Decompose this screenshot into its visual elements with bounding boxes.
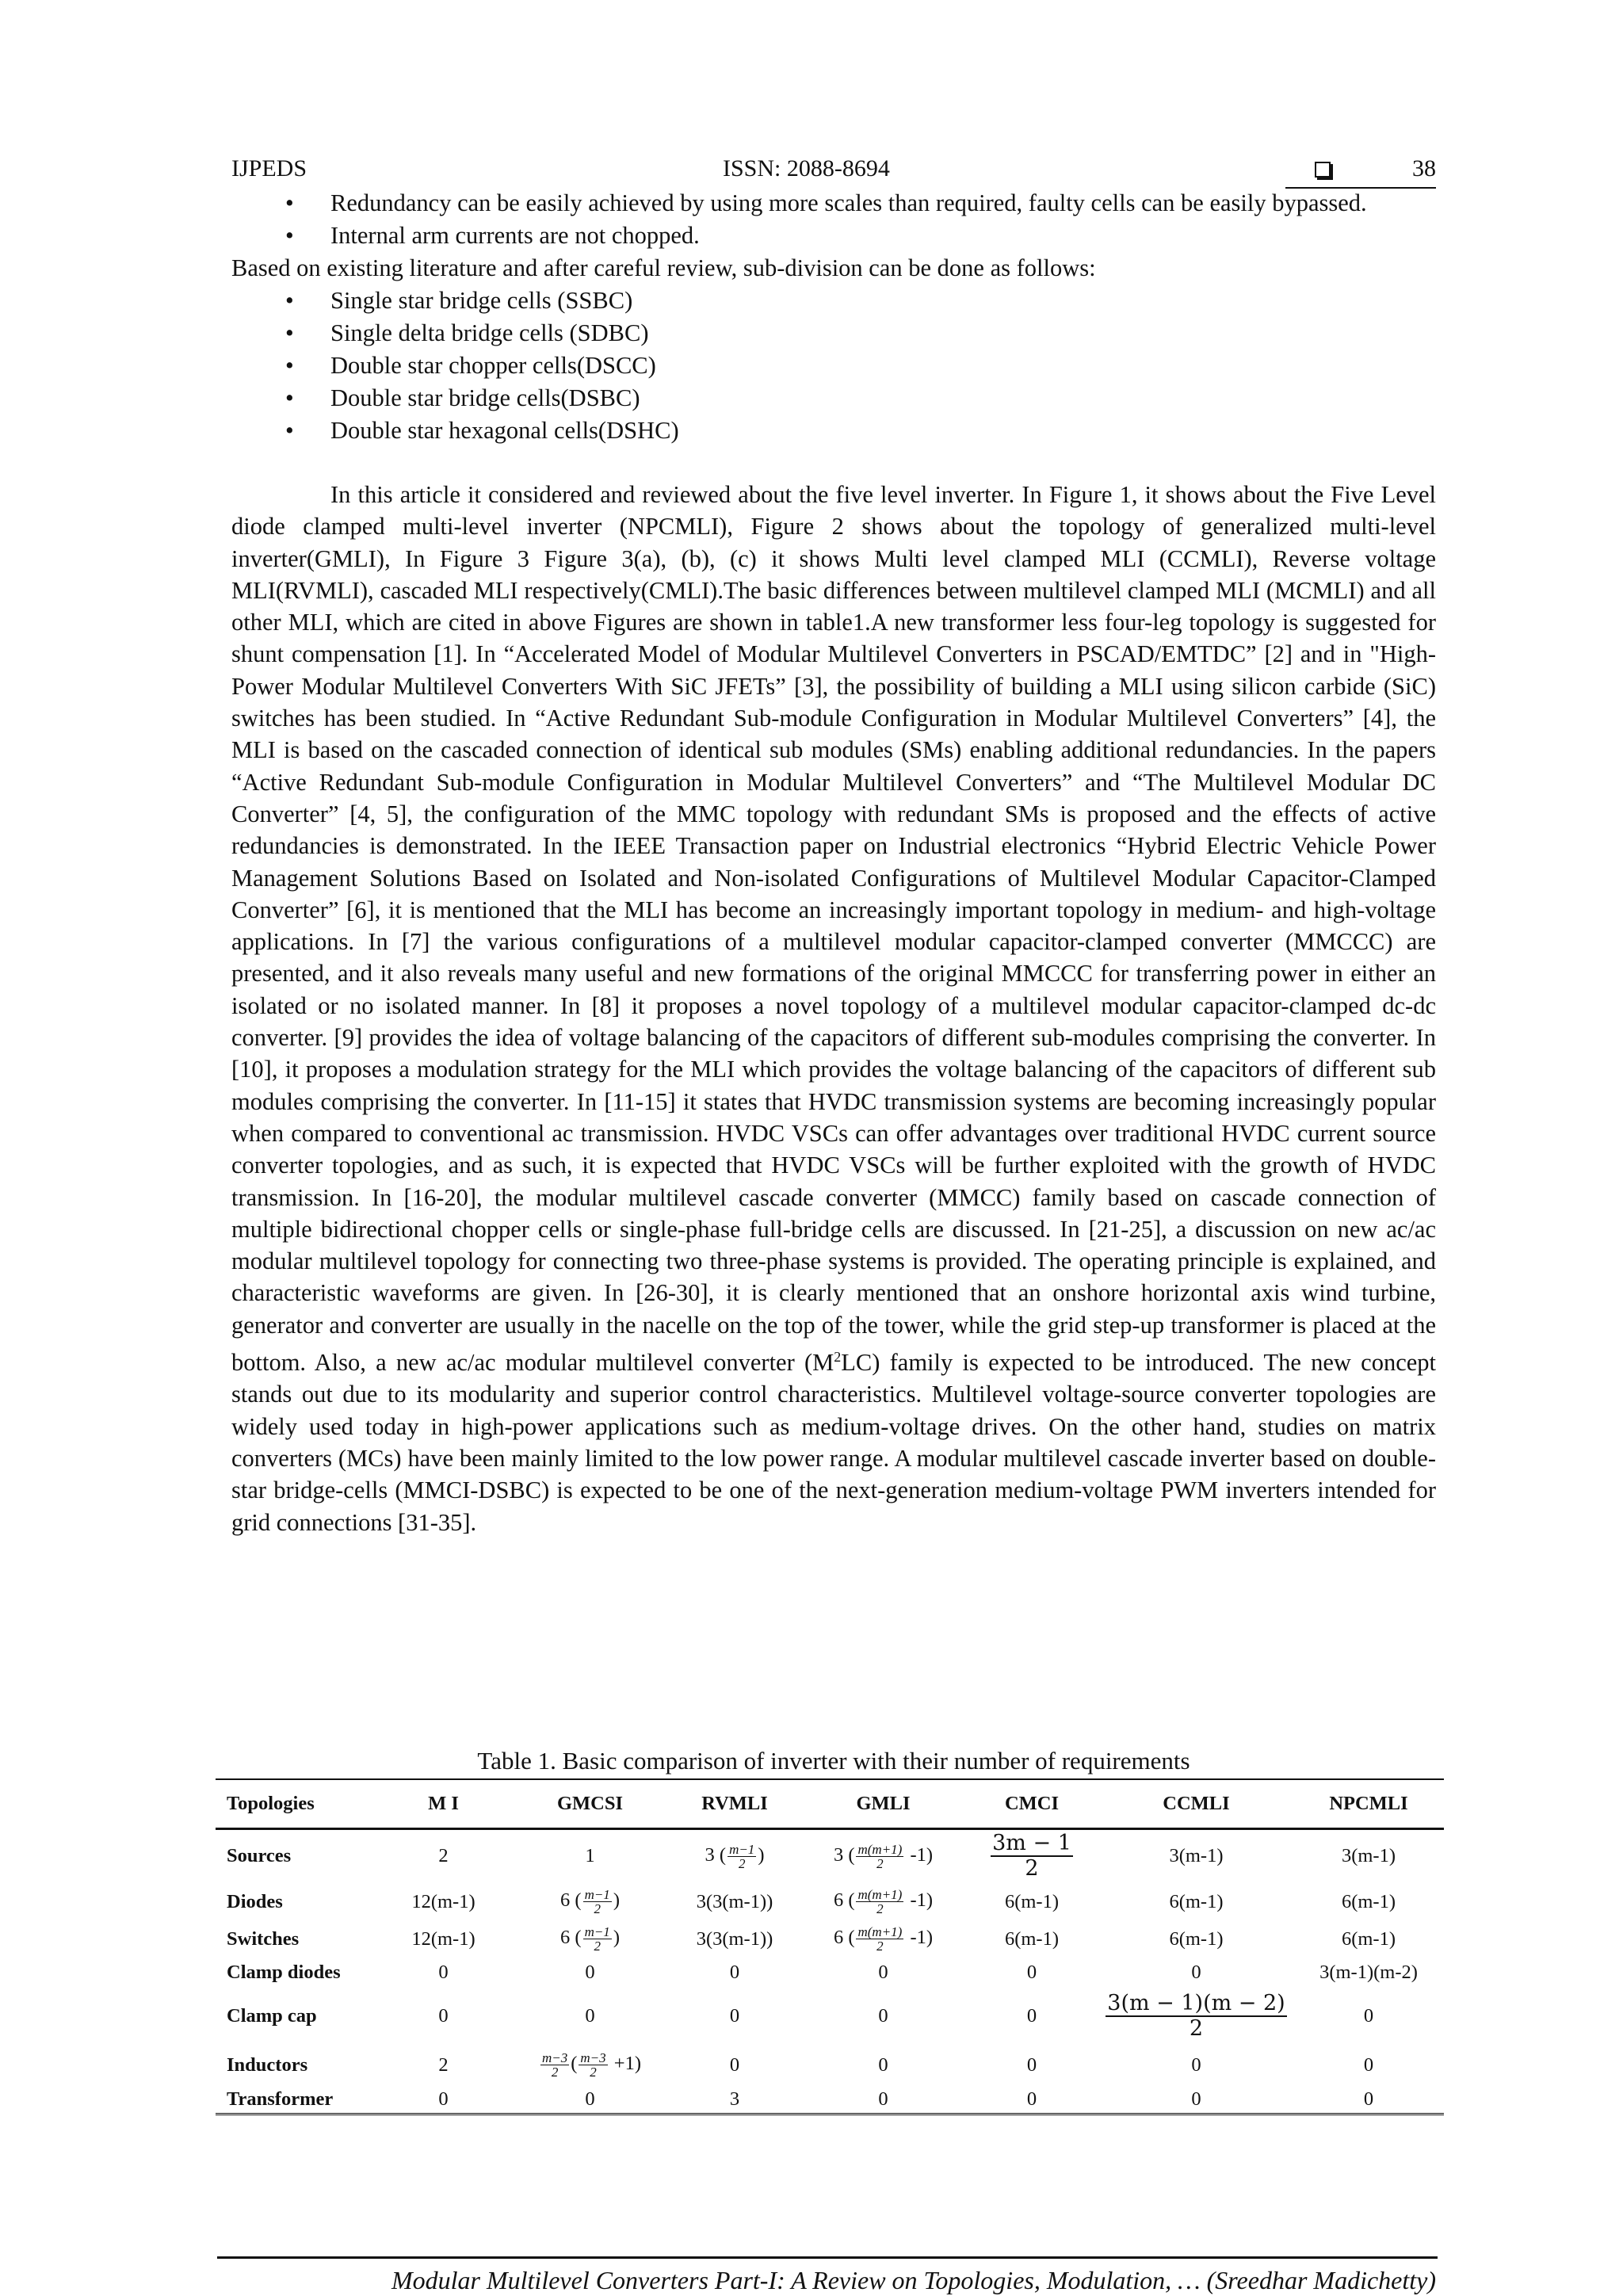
issn: ISSN: 2088-8694	[723, 155, 890, 181]
table-cell: 0	[1191, 1961, 1201, 1983]
table-cell: 2	[438, 1845, 449, 1867]
page	[227, 152, 1436, 2294]
table-cell: 0	[729, 2053, 740, 2076]
table-cell: 0	[878, 2004, 888, 2027]
table-cell: 0	[438, 2004, 449, 2027]
table-cell: 0	[1363, 2088, 1374, 2110]
table-cell: 0	[1191, 2088, 1201, 2110]
row-label: Switches	[227, 1927, 300, 1950]
column-header: GMCSI	[556, 1793, 624, 1814]
bullet-list-features	[231, 187, 1436, 252]
footer-rule	[217, 2256, 1438, 2259]
table-cell: 6 ( $\frac{m-1}{2}$ )	[560, 1924, 620, 1954]
table-row	[216, 1958, 1444, 1988]
list-item: • Double star chopper cells(DSCC)	[285, 352, 656, 379]
table-row	[216, 1883, 1444, 1921]
table-cell: 0	[729, 1961, 740, 1983]
column-header: CMCI	[1004, 1793, 1060, 1814]
table-header-row	[216, 1779, 1444, 1829]
table-caption: Table 1. Basic comparison of inverter with their number of requirements	[477, 1747, 1190, 1775]
table-cell: 0	[585, 2004, 595, 2027]
page-number: 38	[1412, 155, 1436, 181]
table-cell: 12(m-1)	[411, 1927, 475, 1950]
table-cell: $\frac{m-3}{2}$ ( $\frac{m-3}{2}$ +1)	[541, 2050, 642, 2080]
table-row	[216, 1988, 1444, 2045]
table-cell: 2	[438, 2053, 449, 2076]
column-header: CCMLI	[1163, 1793, 1230, 1814]
table-cell: 3(3(m-1))	[696, 1890, 773, 1912]
column-header: Topologies	[227, 1793, 315, 1814]
row-label: Transformer	[227, 2088, 334, 2110]
table-cell: 6 ( $\frac{m(m+1)}{2}$ -1)	[833, 1887, 934, 1916]
table-cell: 0	[878, 2053, 888, 2076]
column-header: M I	[428, 1793, 459, 1814]
table-cell: 6(m-1)	[1341, 1890, 1396, 1912]
column-header: RVMLI	[701, 1793, 768, 1814]
column-header: NPCMLI	[1329, 1793, 1408, 1814]
table-cell: 6(m-1)	[1169, 1890, 1224, 1912]
bullet-list-cells	[231, 285, 1436, 447]
column-header: GMLI	[856, 1793, 911, 1814]
table-cell: 0	[729, 2004, 740, 2027]
table-cell: 0	[585, 2088, 595, 2110]
row-label: Clamp cap	[227, 2004, 317, 2027]
list-item: • Single star bridge cells (SSBC)	[285, 287, 633, 314]
row-label: Sources	[227, 1845, 292, 1867]
table-cell: 0	[438, 2088, 449, 2110]
list-item: • Double star bridge cells(DSBC)	[285, 384, 640, 411]
table-cell: 0	[1026, 2004, 1037, 2027]
row-label: Clamp diodes	[227, 1961, 341, 1983]
table-cell: 0	[1026, 2088, 1037, 2110]
table-cell: 3 ( $\frac{m(m+1)}{2}$ -1)	[833, 1841, 934, 1871]
table-cell: 0	[1026, 1961, 1037, 1983]
table-row	[216, 2086, 1444, 2115]
table-cell: 0	[585, 1961, 595, 1983]
table-cell: 0	[878, 2088, 888, 2110]
comparison-table	[216, 1778, 1444, 2115]
row-label: Inductors	[227, 2053, 308, 2076]
table-cell: 3	[729, 2088, 740, 2110]
table-cell: 3(3(m-1))	[696, 1927, 773, 1950]
page-footer: Modular Multilevel Converters Part-I: A Review on Topologies, Modulation, … (Sreedhar Madichetty)	[391, 2266, 1436, 2294]
intro-text: Based on existing literature and after careful review, sub-division can be done as follows:	[231, 254, 1096, 281]
page-header	[231, 152, 1436, 187]
table-cell: 0	[1191, 2053, 1201, 2076]
table-row	[216, 1921, 1444, 1958]
table-cell: 0	[1026, 2053, 1037, 2076]
row-label: Diodes	[227, 1890, 283, 1912]
table-cell: 3(m-1)	[1169, 1845, 1224, 1867]
table-row	[216, 1829, 1444, 1883]
table-cell: $\frac{3m - 1}{2}$	[992, 1831, 1071, 1881]
table-cell: 1	[585, 1845, 595, 1867]
table-cell: 6(m-1)	[1004, 1890, 1060, 1912]
list-item: • Redundancy can be easily achieved by using more scales than required, faulty cells can be easily bypassed.	[285, 189, 1367, 216]
table-cell: $\frac{3(m - 1)(m - 2)}{2}$	[1107, 1990, 1285, 2041]
table-cell: 6(m-1)	[1341, 1927, 1396, 1950]
table-cell: 6 ( $\frac{m(m+1)}{2}$ -1)	[833, 1924, 934, 1954]
journal-name: IJPEDS	[231, 155, 307, 181]
table-cell: 0	[1363, 2053, 1374, 2076]
list-item: • Single delta bridge cells (SDBC)	[285, 319, 649, 346]
table-row	[216, 2045, 1444, 2086]
table-cell: 6(m-1)	[1004, 1927, 1060, 1950]
table-cell: 3(m-1)	[1341, 1845, 1396, 1867]
table-cell: 0	[1363, 2004, 1374, 2027]
table-cell: 6(m-1)	[1169, 1927, 1224, 1950]
table-cell: 12(m-1)	[411, 1890, 475, 1912]
list-item: • Double star hexagonal cells(DSHC)	[285, 417, 679, 444]
table-cell: 0	[878, 1961, 888, 1983]
list-item: • Internal arm currents are not chopped.	[285, 222, 700, 249]
table-cell: 3 ( $\frac{m-1}{2}$ )	[705, 1841, 765, 1871]
square-box-icon	[1315, 162, 1331, 178]
table-cell: 3(m-1)(m-2)	[1319, 1961, 1418, 1983]
body-paragraph: In this article it considered and reviewed about the five level inverter. In Figure 1, it shows about the Five Level diode clamped multi-level inverter (NPCMLI), Figure 2 shows about the topology of generalized multi-level inverter(GMLI), In Figure 3 Figure 3(a), (b), (c) it shows Multi level clamped MLI (CCMLI), Reverse voltage MLI(RVMLI), cascaded MLI respectively(CMLI).The basic differences between multilevel clamped MLI (MCMLI) and all other MLI, which are cited in above Figures are shown in table1.A new transformer less four-leg topology is suggested for shunt compensation [1]. In “Accelerated Model of Modular Multilevel Converters in PSCAD/EMTDC” [2] and in "High-Power Modular Multilevel Converters With SiC JFETs” [3], the possibility of building a MLI using silicon carbide (SiC) switches has been studied. In “Active Redundant Sub-module Configuration in Modular Multilevel Converters” [4], the MLI is based on the cascaded connection of identical sub modules (SMs) enabling additional redundancies. In the papers “Active Redundant Sub-module Configuration in Modular Multilevel Converters” and “The Multilevel Modular DC Converter” [4, 5], the configuration of the MMC topology with redundant SMs is proposed and the effects of active redundancies is demonstrated. In the IEEE Transaction paper on Industrial electronics “Hybrid Electric Vehicle Power Management Solutions Based on Isolated and Non-isolated Configurations of Multilevel Modular Capacitor-Clamped Converter” [6], it is mentioned that the MLI has become an increasingly important topology in medium- and high-voltage applications. In [7] the various configurations of a multilevel modular capacitor-clamped converter (MMCCC) are presented, and it also reveals many useful and new formations of the original MMCCC for transferring power in either an isolated or no isolated manner. In [8] it proposes a novel topology of a multilevel modular capacitor-clamped dc-dc converter. [9] provides the idea of voltage balancing of the capacitors of different sub-modules comprising the converter. In [10], it proposes a modulation strategy for the MLI which provides the voltage balancing of the capacitors of different sub modules comprising the converter. In [11-15] it states that HVDC transmission systems are becoming increasingly popular when compared to conventional ac transmission. HVDC VSCs can offer advantages over traditional HVDC current source converter topologies, and as such, it is expected that HVDC VSCs will be further exploited with the growth of HVDC transmission. In [16-20], the modular multilevel cascade converter (MMCC) family based on cascade connection of multiple bidirectional chopper cells or single-phase full-bridge cells are discussed. In [21-25], a discussion on new ac/ac modular multilevel topology for connecting two three-phase systems is provided. The operating principle is explained, and characteristic waveforms are given. In [26-30], it is clearly mentioned that an onshore horizontal axis wind turbine, generator and converter are usually in the nacelle on the top of the tower, while the grid step-up transformer is placed at the bottom. Also, a new ac/ac modular multilevel converter $(M^2LC)$ family is expected to be introduced. The new concept stands out due to its modularity and superior control characteristics. Multilevel voltage-source converter topologies are widely used today in high-power applications such as medium-voltage drives. On the other hand, studies on matrix converters (MCs) have been mainly limited to the low power range. A modular multilevel cascade inverter based on double-star bridge-cells (MMCI-DSBC) is expected to be one of the next-generation medium-voltage PWM inverters intended for grid connections [31-35].	[231, 481, 1436, 1536]
table-cell: 6 ( $\frac{m-1}{2}$ )	[560, 1887, 620, 1916]
table-cell: 0	[438, 1961, 449, 1983]
